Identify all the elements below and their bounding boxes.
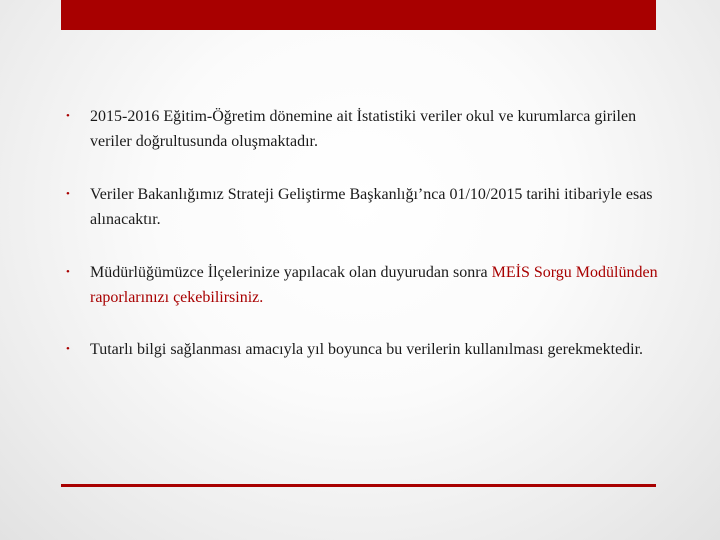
bullet-list bbox=[62, 104, 662, 362]
bullet-item bbox=[62, 182, 662, 232]
bullet-icon: • bbox=[66, 266, 70, 278]
bullet-icon: • bbox=[66, 188, 70, 200]
bullet-highlight-text: MEİS Sorgu Modülünden raporlarınızı çekebilirsiniz. bbox=[90, 264, 658, 306]
top-accent-bar bbox=[61, 0, 656, 30]
bullet-item bbox=[62, 337, 662, 362]
bullet-icon: • bbox=[66, 110, 70, 122]
bullet-item bbox=[62, 260, 662, 310]
bottom-divider bbox=[61, 484, 656, 487]
bullet-text: 2015-2016 Eğitim-Öğretim dönemine ait İstatistiki veriler okul ve kurumlarca girilen veriler doğrultusunda oluşmaktadır. bbox=[90, 108, 637, 150]
bullet-icon: • bbox=[66, 343, 70, 355]
bullet-item bbox=[62, 104, 662, 154]
bullet-text: Veriler Bakanlığımız Strateji Geliştirme Başkanlığı’nca 01/10/2015 tarihi itibariyle esas alınacaktır. bbox=[90, 186, 653, 228]
bullet-text: Tutarlı bilgi sağlanması amacıyla yıl boyunca bu verilerin kullanılması gerekmektedir. bbox=[90, 341, 644, 358]
bullet-text: Müdürlüğümüzce İlçelerinize yapılacak olan duyurudan sonra bbox=[90, 264, 492, 281]
